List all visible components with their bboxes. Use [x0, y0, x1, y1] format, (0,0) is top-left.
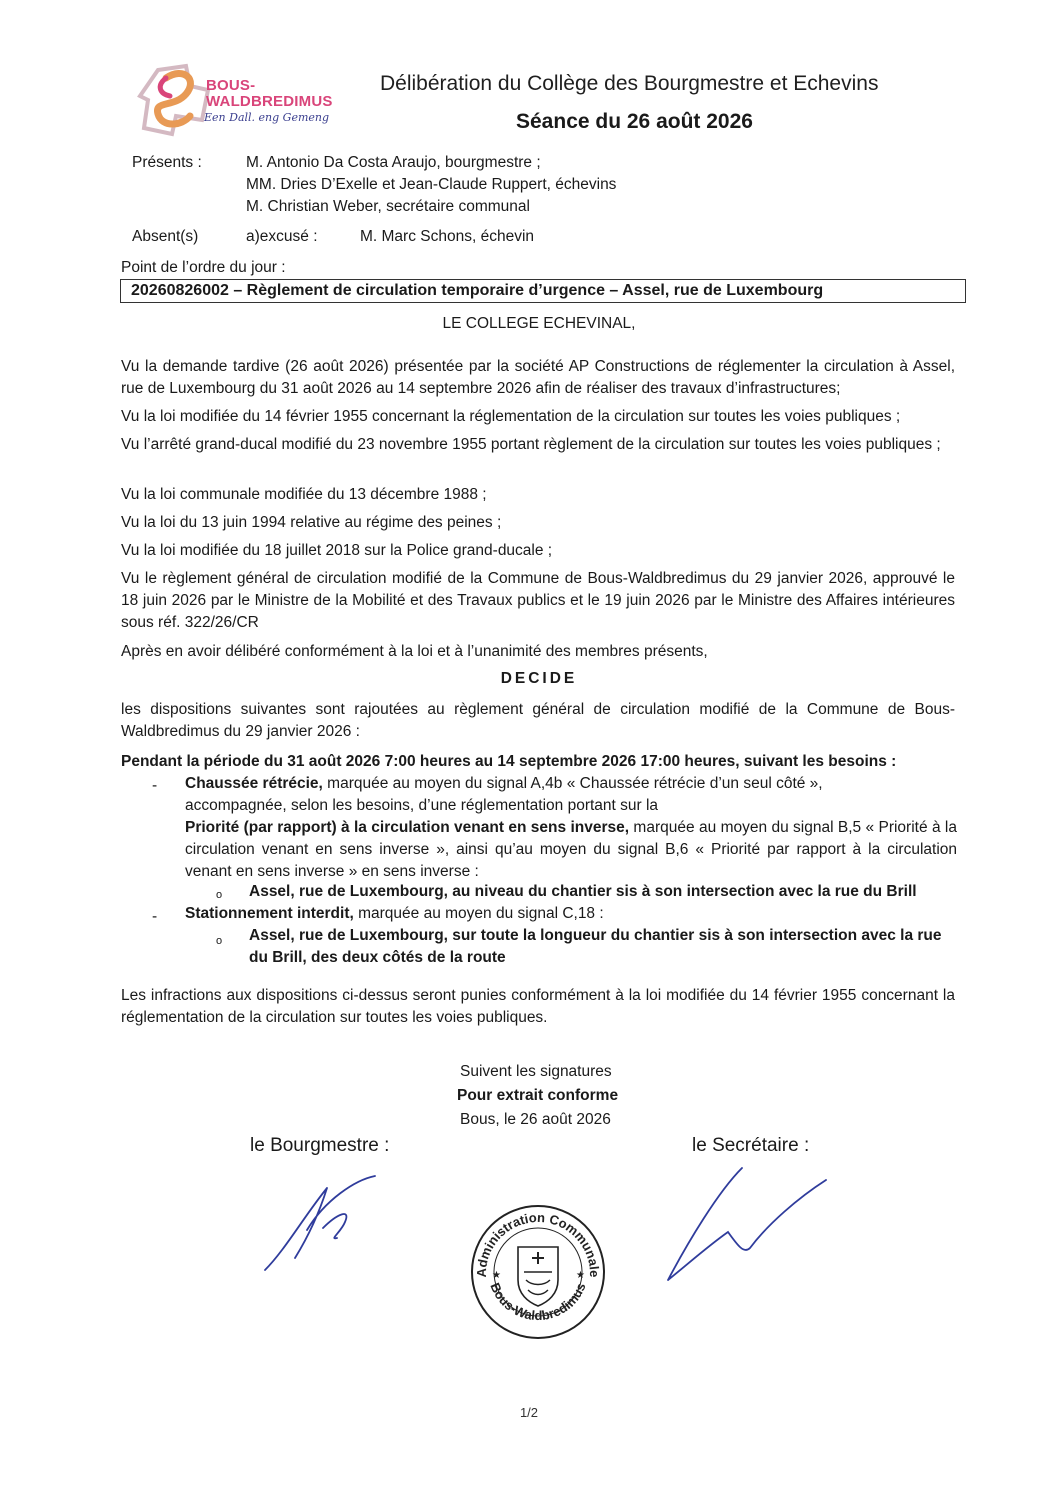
sub-bullet: o	[216, 889, 223, 901]
seal-bottom-text: Bous-Waldbredimus	[487, 1280, 589, 1324]
document-title: Délibération du Collège des Bourgmestre et Echevins	[380, 72, 879, 95]
item-bold-text: Chaussée rétrécie,	[185, 775, 323, 792]
present-line: MM. Dries D’Exelle et Jean-Claude Ruppert, échevins	[246, 176, 617, 193]
absent-label: Absent(s)	[132, 228, 199, 245]
secretary-label: le Secrétaire :	[692, 1135, 810, 1156]
list-item-narrowed-road	[185, 773, 957, 883]
agenda-label: Point de l’ordre du jour :	[121, 259, 286, 276]
consideration: Vu l’arrêté grand-ducal modifié du 23 novembre 1955 portant règlement de la circulation sur toutes les voies publiques ;	[121, 436, 941, 453]
present-line: M. Antonio Da Costa Araujo, bourgmestre ;	[246, 154, 541, 171]
extract-note: Pour extrait conforme	[457, 1087, 619, 1104]
logo-tagline: Een Dall. eng Gemeng	[204, 111, 330, 124]
item-text: marquée au moyen du signal B,5 « Priorité à la circulation venant en sens inverse », ainsi qu’au moyen du signal B,6 « Priorité par rapport à la circulation venant en sens inverse » en sens inverse :	[185, 819, 957, 880]
logo-name: BOUS- WALDBREDIMUS	[206, 77, 333, 110]
present-label: Présents :	[132, 154, 202, 171]
consideration: Vu le règlement général de circulation modifié de la Commune de Bous-Waldbredimus du 29 janvier 2026, approuvé le 18 juin 2026 par le Ministre de la Mobilité et des Travaux publics et le 19 juin 2026 par le Ministre des Affaires intérieures sous réf. 322/26/CR	[121, 570, 955, 631]
item-text: marquée au moyen du signal C,18 :	[353, 905, 604, 922]
absent-type: a)excusé :	[246, 228, 318, 245]
page-number: 1/2	[519, 1405, 539, 1420]
present-line: M. Christian Weber, secrétaire communal	[246, 198, 530, 215]
session-date-title: Séance du 26 août 2026	[516, 110, 753, 133]
seal-top-text: Administration Communale	[473, 1209, 603, 1278]
mayor-signature	[255, 1170, 395, 1280]
consideration: Vu la demande tardive (26 août 2026) présentée par la société AP Constructions de réglementer la circulation à Assel, rue de Luxembourg du 31 août 2026 au 14 septembre 2026 afin de réaliser des travaux d’infrastructures;	[121, 358, 955, 397]
decide-heading: DECIDE	[500, 670, 578, 687]
place-date: Bous, le 26 août 2026	[460, 1111, 611, 1128]
mayor-label: le Bourgmestre :	[250, 1135, 390, 1156]
secretary-signature	[658, 1162, 838, 1287]
item-bold-text: Priorité (par rapport) à la circulation venant en sens inverse,	[185, 819, 630, 836]
list-item-no-parking	[185, 903, 957, 925]
seal-star-icon: ★	[492, 1270, 501, 1281]
consideration: Vu la loi du 13 juin 1994 relative au régime des peines ;	[121, 514, 502, 531]
sub-item-location: Assel, rue de Luxembourg, au niveau du chantier sis à son intersection avec la rue du Brill	[249, 883, 917, 900]
signatures-note: Suivent les signatures	[460, 1063, 612, 1080]
svg-text:Administration Communale	[474, 1210, 602, 1278]
svg-text:Bous-Waldbredimus	[487, 1281, 588, 1323]
decision-intro: les dispositions suivantes sont rajoutées au règlement général de circulation modifié de la Commune de Bous-Waldbredimus du 29 janvier 2026 :	[121, 701, 955, 740]
list-dash: -	[152, 777, 158, 794]
period-text: Pendant la période du 31 août 2026 7:00 heures au 14 septembre 2026 17:00 heures, suivant les besoins :	[121, 753, 897, 770]
seal-star-icon: ★	[576, 1270, 585, 1281]
municipal-seal	[468, 1202, 608, 1342]
sub-item-location: Assel, rue de Luxembourg, sur toute la longueur du chantier sis à son intersection avec la rue du Brill, des deux côtés de la route	[249, 927, 942, 966]
item-text: marquée au moyen du signal A,4b « Chaussée rétrécie d’un seul côté », accompagnée, selon les besoins, d’une réglementation portant sur la	[185, 775, 823, 814]
college-heading: LE COLLEGE ECHEVINAL,	[442, 315, 636, 332]
consideration: Vu la loi communale modifiée du 13 décembre 1988 ;	[121, 486, 487, 503]
absent-name: M. Marc Schons, échevin	[360, 228, 535, 245]
consideration: Vu la loi modifiée du 14 février 1955 concernant la réglementation de la circulation sur toutes les voies publiques ;	[121, 408, 901, 425]
item-bold-text: Stationnement interdit,	[185, 905, 354, 922]
infractions-text: Les infractions aux dispositions ci-dessus seront punies conformément à la loi modifiée du 14 février 1955 concernant la réglementation de la circulation sur toutes les voies publiques.	[121, 987, 955, 1026]
consideration: Vu la loi modifiée du 18 juillet 2018 sur la Police grand-ducale ;	[121, 542, 553, 559]
list-dash: -	[152, 908, 158, 925]
agenda-item-box: 20260826002 – Règlement de circulation temporaire d’urgence – Assel, rue de Luxembourg	[120, 279, 966, 303]
deliberation-text: Après en avoir délibéré conformément à la loi et à l’unanimité des membres présents,	[121, 643, 708, 660]
sub-bullet: o	[216, 935, 223, 947]
